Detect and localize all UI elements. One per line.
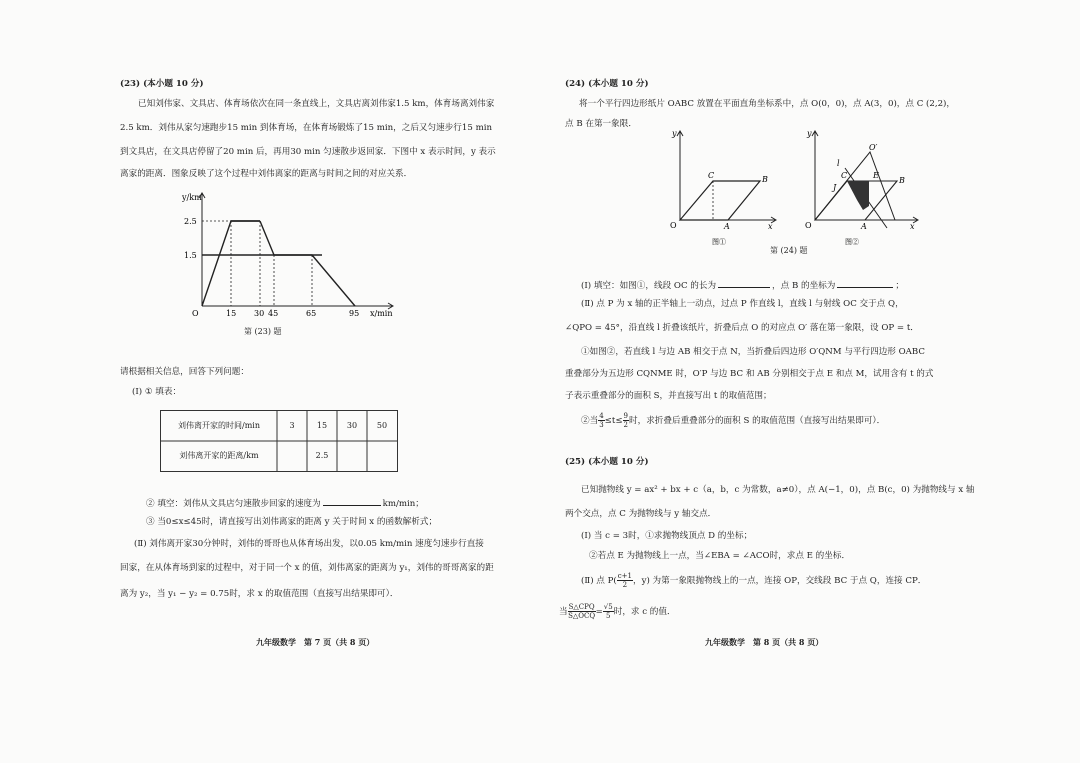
q23-line-2: 2.5 km．刘伟从家匀速跑步15 min 到体育场，在体育场锻炼了15 min，之后又匀速步行15 min	[120, 123, 493, 133]
graph-origin: O	[192, 309, 199, 318]
graph-xtick-15: 15	[226, 309, 237, 318]
q23-table	[160, 410, 398, 472]
q25-line-3: (Ⅰ) 当 c = 3时，①求抛物线顶点 D 的坐标；	[581, 531, 753, 541]
q23-heading: (23) (本小题 10 分)	[120, 79, 204, 89]
q23-graph	[172, 188, 402, 323]
q23-line-4: 离家的距离．图象反映了这个过程中刘伟离家的距离与时间之间的对应关系．	[120, 169, 413, 179]
q25-line-2: 两个交点，点 C 为抛物线与 y 轴交点．	[565, 509, 717, 519]
fig1-A: A	[724, 222, 730, 231]
q23-line-3: 到文具店，在文具店停留了20 min 后，再用30 min 匀速散步返回家．下图中 x 表示时间，y 表示	[120, 147, 496, 157]
page-7	[110, 0, 530, 763]
q23-part1-2-unit: km/min；	[382, 499, 424, 509]
q23-graph-caption: 第 (23) 题	[244, 327, 282, 336]
fig1-label: 图①	[712, 238, 726, 246]
q23-part1-2-text: ② 填空：刘伟从文具店匀速散步回家的速度为	[146, 499, 321, 509]
q24-line-1: 将一个平行四边形纸片 OABC 放置在平面直角坐标系中，点 O(0，0)，点 A(3，0)，点 C (2,2)，	[579, 99, 955, 109]
q24-part1-end: ；	[895, 281, 904, 291]
q24-part2-line-4: 重叠部分为五边形 CQNME 时，O′P 与边 BC 和 AB 分别相交于点 E 和点 M，试用含有 t 的式	[565, 369, 934, 379]
q25-part2	[581, 570, 926, 592]
frac-sqrt5-den: 5	[606, 612, 611, 620]
q24-part2-line-5: 子表示重叠部分的面积 S，并直接写出 t 的取值范围；	[565, 391, 772, 401]
frac-c1-2-den: 2	[622, 581, 628, 589]
fig1-C: C	[708, 171, 715, 180]
frac-sqrt5-5	[603, 603, 614, 620]
q25-p2-a: (Ⅱ) 点 P(	[581, 576, 617, 586]
fig2-C: C	[841, 171, 848, 180]
graph-ytick-1_5: 1.5	[184, 251, 197, 260]
frac-sqrt5-num: √5	[603, 603, 613, 611]
graph-xtick-30: 30	[254, 309, 265, 318]
fig2-label: 图②	[845, 238, 859, 246]
table-row1-label: 刘伟离开家的时间/min	[178, 421, 260, 430]
q24-p22-b: 时，求折叠后重叠部分的面积 S 的取值范围（直接写出结果即可）．	[629, 416, 886, 426]
q23-prompt: 请根据相关信息，回答下列问题：	[120, 367, 249, 377]
q24-part1	[581, 278, 904, 292]
fig1-x: x	[768, 222, 773, 231]
answer-blank-b[interactable]	[837, 278, 893, 288]
page-8-footer: 九年级数学 第 8 页（共 8 页）	[705, 637, 824, 647]
frac-4-3-den: 3	[599, 421, 604, 429]
q24-p22-mid: ≤t≤	[604, 416, 623, 426]
frac-c1-2-num: c+1	[617, 572, 632, 580]
page-8	[555, 0, 975, 763]
fig2-B: B	[899, 176, 905, 185]
frac-area-num: S△CPQ	[568, 603, 595, 611]
frac-c1-2	[617, 572, 633, 589]
q24-line-2: 点 B 在第一象限．	[565, 119, 637, 129]
q24-part2-line-3: ①如图②，若直线 l 与边 AB 相交于点 N，当折叠后四边形 O′QNM 与平行四边形 OABC	[581, 347, 925, 357]
graph-xtick-95: 95	[349, 309, 360, 318]
q23-part1-2	[146, 496, 424, 510]
q24-part1-text: (Ⅰ) 填空：如图①，线段 OC 的长为	[581, 281, 717, 291]
q24-figure-1	[650, 128, 780, 248]
fig1-B: B	[762, 175, 768, 184]
fig1-y: y	[672, 129, 677, 138]
table-row1-val-1: 3	[289, 421, 295, 430]
q23-line-1: 已知刘伟家、文具店、体育场依次在同一条直线上，文具店离刘伟家1.5 km，体育场离刘伟家	[138, 99, 495, 109]
q25-p2-b: ，y) 为第一象限抛物线上的一点，连接 OP，交线段 BC 于点 Q，连接 CP．	[633, 576, 927, 586]
q23-part1-1: (Ⅰ) ① 填表：	[132, 387, 182, 397]
fig2-E: E	[873, 171, 879, 180]
q23-part1-3: ③ 当0≤x≤45时，请直接写出刘伟离家的距离 y 关于时间 x 的函数解析式；	[146, 517, 438, 527]
frac-9-2-den: 2	[623, 421, 628, 429]
q24-part2-2	[581, 410, 885, 432]
q24-heading: (24) (本小题 10 分)	[565, 79, 649, 89]
q24-part1-mid: ，点 B 的坐标为	[772, 281, 836, 291]
q24-part2-line-2: ∠QPO = 45°，沿直线 l 折叠该纸片，折叠后点 O 的对应点 O′ 落在第一象限，设 OP = t．	[565, 323, 919, 333]
fig2-O: O	[805, 221, 812, 230]
q23-part2-line-1: (Ⅱ) 刘伟离开家30分钟时，刘伟的哥哥也从体育场出发，以0.05 km/min 速度匀速步行直接	[134, 539, 484, 549]
fig2-O-prime: O′	[869, 143, 878, 152]
page-7-footer: 九年级数学 第 7 页（共 8 页）	[256, 637, 375, 647]
table-row2-label: 刘伟离开家的距离/km	[179, 451, 259, 460]
q25-last-b: 时，求 c 的值．	[613, 607, 676, 617]
answer-blank-oc[interactable]	[718, 278, 770, 288]
graph-xlabel: x/min	[370, 309, 393, 318]
q25-last	[559, 600, 676, 624]
fig2-J: J	[833, 183, 837, 192]
frac-area-den: S△OCQ	[568, 612, 596, 620]
q24-part2-line-1: (Ⅱ) 点 P 为 x 轴的正半轴上一动点，过点 P 作直线 l，直线 l 与射线 OC 交于点 Q，	[581, 299, 904, 309]
graph-ytick-2_5: 2.5	[184, 217, 197, 226]
frac-area-ratio	[568, 603, 596, 620]
fig1-O: O	[670, 221, 677, 230]
frac-4-3-num: 4	[599, 412, 604, 420]
graph-ylabel: y/km	[182, 193, 202, 202]
frac-9-2-num: 9	[623, 412, 628, 420]
fig2-A: A	[861, 222, 867, 231]
table-row1-val-3: 30	[346, 421, 358, 430]
fig2-y: y	[807, 129, 812, 138]
table-row2-val-2: 2.5	[315, 451, 329, 460]
q23-part2-line-3: 离为 y₂，当 y₁ − y₂ = 0.75时，求 x 的取值范围（直接写出结果即可）．	[120, 589, 399, 599]
q25-heading: (25) (本小题 10 分)	[565, 457, 649, 467]
q25-line-1: 已知抛物线 y = ax² + bx + c（a，b，c 为常数，a≠0），点 A(−1，0)，点 B(c，0) 为抛物线与 x 轴	[581, 485, 975, 495]
q25-last-a: 当	[559, 607, 568, 617]
q25-last-eq: =	[595, 607, 603, 617]
q24-figure-caption: 第 (24) 题	[770, 246, 808, 255]
fig2-x: x	[910, 222, 915, 231]
q23-part2-line-2: 回家，在从体育场到家的过程中，对于同一个 x 的值，刘伟离家的距离为 y₁，刘伟的哥哥离家的距	[120, 563, 494, 573]
answer-blank-speed[interactable]	[323, 496, 381, 506]
table-row1-val-2: 15	[316, 421, 328, 430]
overlap-region	[847, 181, 869, 210]
graph-xtick-45: 45	[268, 309, 279, 318]
q25-line-4: ②若点 E 为抛物线上一点，当∠EBA = ∠ACO时，求点 E 的坐标．	[589, 551, 851, 561]
graph-xtick-65: 65	[306, 309, 317, 318]
q24-p22-a: ②当	[581, 416, 599, 426]
table-row1-val-4: 50	[376, 421, 388, 430]
fig2-l: l	[837, 159, 840, 168]
q24-figure-2	[785, 128, 925, 248]
